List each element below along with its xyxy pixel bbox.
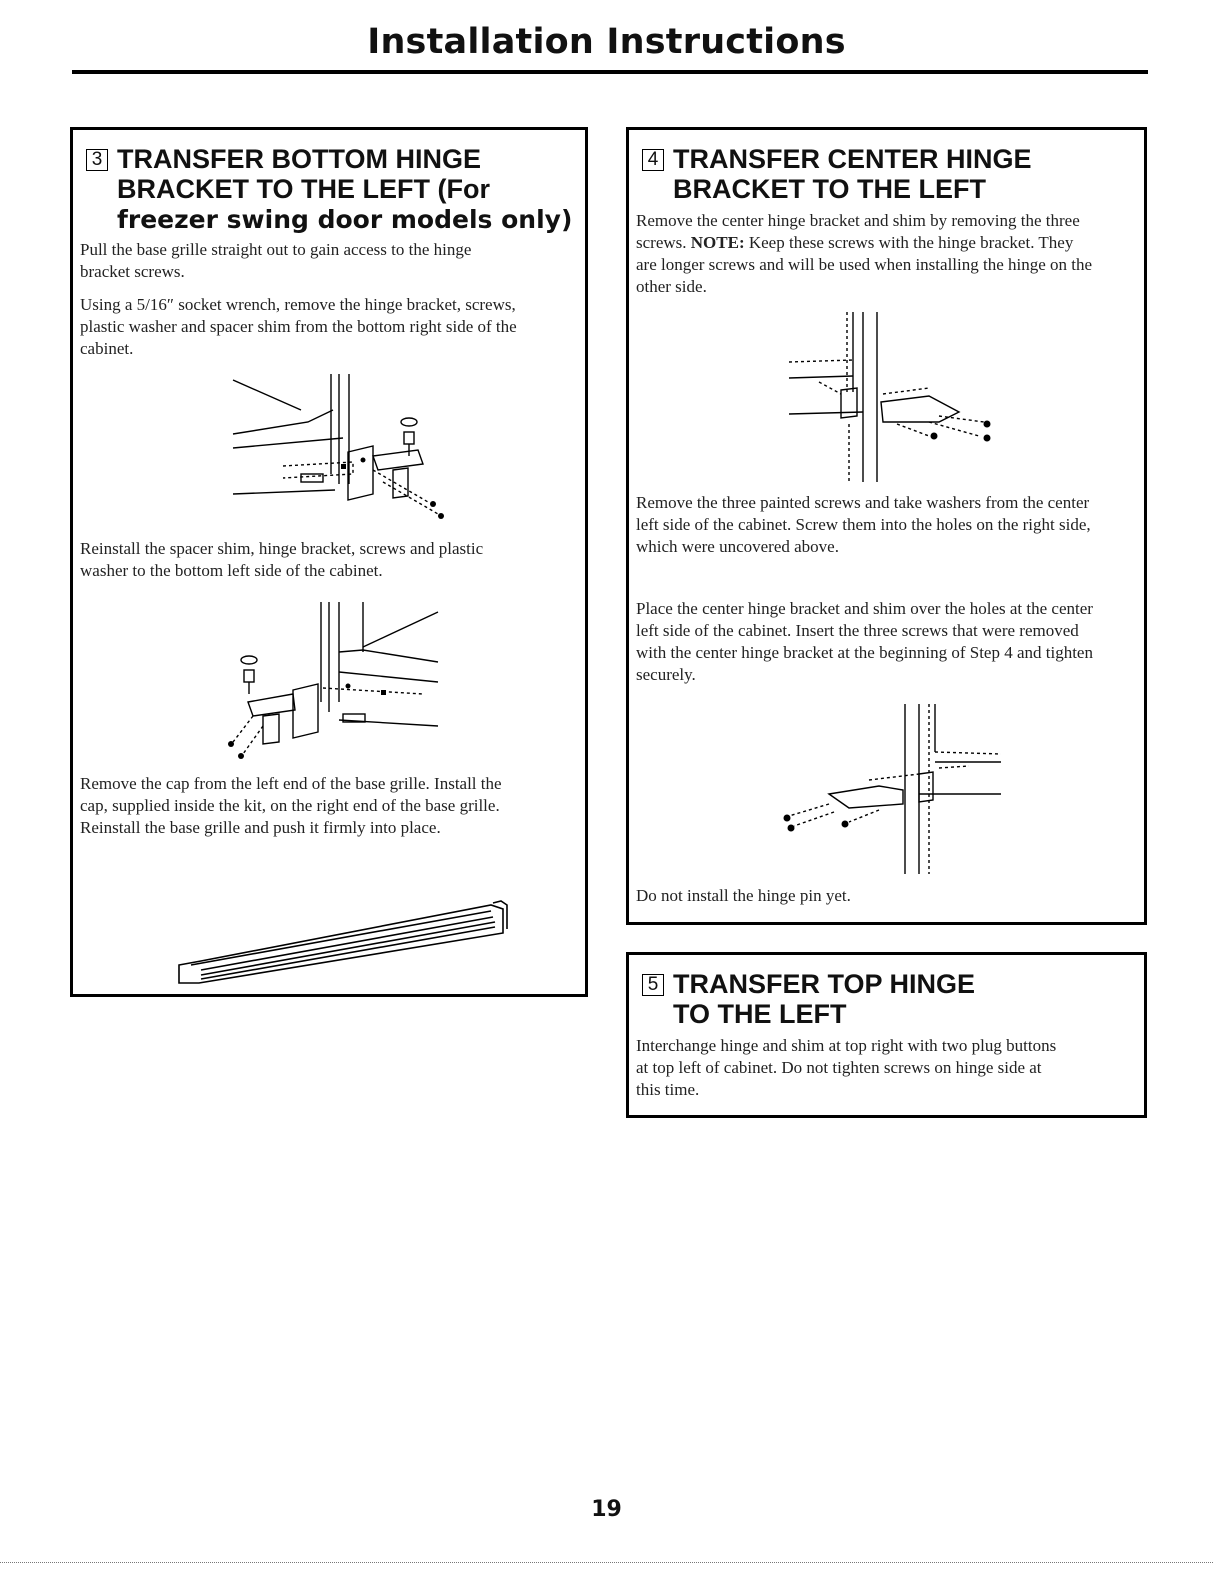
step-4-heading: [642, 144, 1032, 204]
bottom-right-hinge-illustration: [223, 374, 483, 534]
base-grille-illustration: [171, 895, 521, 985]
paragraph: Remove the cap from the left end of the base grille. Install the cap, supplied inside the kit, on the right end of the base grille. Reinstall the base grille and push it firmly into place.: [80, 774, 502, 837]
paragraph: Place the center hinge bracket and shim over the holes at the center left side of the cabinet. Insert the three screws that were removed with the center hinge bracket at the beginning of Step 4 and tighten securely.: [636, 599, 1093, 684]
step-title-line: TRANSFER CENTER HINGE: [673, 144, 1032, 174]
step-5-box: [626, 952, 1147, 1118]
paragraph: Do not install the hinge pin yet.: [636, 886, 851, 905]
center-hinge-install-illustration: [769, 704, 1009, 879]
paragraph: Remove the three painted screws and take washers from the center left side of the cabinet. Screw them into the holes on the right side, which were uncovered above.: [636, 493, 1091, 556]
step-title-line: BRACKET TO THE LEFT (For: [117, 174, 490, 204]
page-title: Installation Instructions: [367, 22, 846, 62]
bottom-left-hinge-illustration: [213, 602, 473, 762]
step-5-heading: [642, 969, 975, 1029]
step-number-badge: 3: [86, 149, 108, 171]
paragraph-text: Remove the center hinge bracket and shim by removing the three screws.: [636, 211, 1080, 252]
paragraph-text: Keep these screws with the hinge bracket. They are longer screws and will be used when installing the hinge on the other side.: [636, 233, 1093, 296]
paragraph: Using a 5/16″ socket wrench, remove the hinge bracket, screws, plastic washer and spacer shim from the bottom right side of the cabinet.: [80, 295, 517, 358]
step-title-line: TRANSFER TOP HINGE: [673, 969, 976, 999]
note-label: NOTE:: [690, 233, 745, 252]
step-title: [117, 144, 572, 236]
step-title-line: BRACKET TO THE LEFT: [673, 174, 986, 204]
step-title: [673, 144, 1032, 204]
step-title: [673, 969, 975, 1029]
step-4-box: [626, 127, 1147, 925]
step-title-line: TO THE LEFT: [673, 999, 847, 1029]
page-number: 19: [591, 1497, 622, 1522]
step-3-heading: [86, 144, 572, 236]
paragraph: Pull the base grille straight out to gain access to the hinge bracket screws.: [80, 240, 472, 281]
paragraph: Interchange hinge and shim at top right with two plug buttons at top left of cabinet. Do not tighten screws on hinge side at this time.: [636, 1036, 1057, 1099]
paragraph: [636, 210, 1094, 298]
step-number-badge: 5: [642, 974, 664, 996]
step-title-line: freezer swing door models only): [117, 205, 573, 234]
center-hinge-removal-illustration: [779, 312, 1039, 492]
step-number-badge: 4: [642, 149, 664, 171]
step-title-line: TRANSFER BOTTOM HINGE: [117, 144, 481, 174]
step-3-box: [70, 127, 588, 997]
paragraph: Reinstall the spacer shim, hinge bracket, screws and plastic washer to the bottom left side of the cabinet.: [80, 539, 484, 580]
bottom-rule: [0, 1562, 1213, 1563]
title-rule: [72, 70, 1148, 74]
